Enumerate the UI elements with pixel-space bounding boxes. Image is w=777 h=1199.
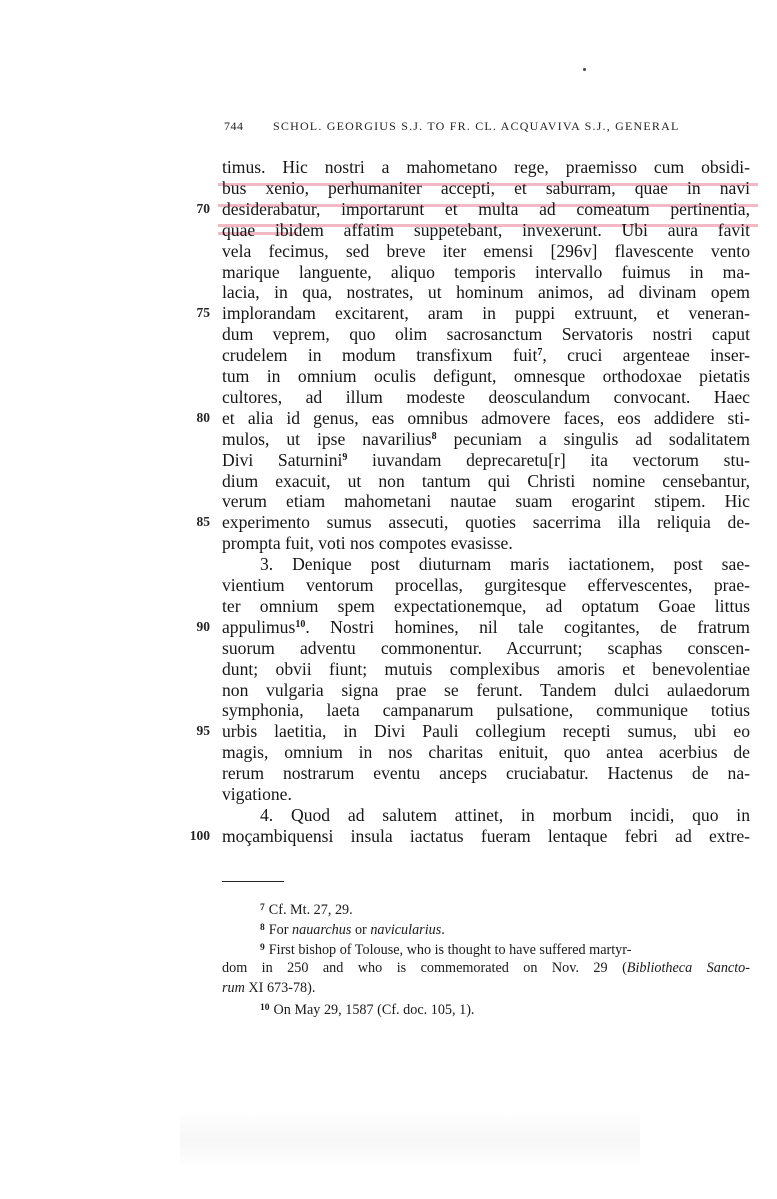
text-line: vientium ventorum procellas, gurgitesque effervescentes, prae- [222,575,750,595]
text-line: lacia, in qua, nostrates, ut hominum animos, ad divinam opem [222,282,750,302]
footnote-text: On May 29, 1587 (Cf. doc. 105, 1). [273,1002,475,1018]
text-line: 3. Denique post diuturnam maris iactationem, post sae- [260,554,750,574]
line-number: 85 [196,514,210,529]
text-line: rerum nostrarum eventu anceps cruciabatur. Hactenus de na- [222,763,750,783]
text-line: symphonia, laeta campanarum pulsatione, communique totius [222,700,750,720]
footnote-term: Bibliotheca Sancto- [626,960,750,976]
footnote-reference: 8 [431,431,437,442]
text-line: vela fecimus, sed breve iter emensi [296v] flavescente vento [222,241,750,261]
text-line: moçambiquensi insula iactatus fueram lentaque febri ad extre- [222,826,750,846]
footnote-text: For [268,922,293,938]
running-head-title: SCHOL. GEORGIUS S.J. TO FR. CL. ACQUAVIVA S.J., GENERAL [273,119,680,133]
footnote-term: nauarchus [292,922,352,938]
text-line: suorum adventu commonentur. Accurrunt; scaphas conscen- [222,638,750,658]
text-line: dum veprem, quo olim sacrosanctum Servatoris nostri caput [222,324,750,344]
footnote-10 [222,998,750,1020]
text-line [222,428,750,450]
footnote-text: or [351,922,371,938]
text-line [222,616,750,638]
line-number: 100 [189,828,210,843]
text-line: timus. Hic nostri a mahometano rege, praemisso cum obsidi- [222,157,750,177]
footnote-9 [222,938,750,960]
line-text: mulos, ut ipse navarilius [222,429,432,449]
line-number: 75 [196,305,210,320]
text-line: urbis laetitia, in Divi Pauli collegium recepti sumus, ubi eo [222,721,750,741]
text-line: verum etiam mahometani nautae suam erogarint stipem. Hic [222,491,750,511]
footnote-marker: 10 [260,1003,270,1013]
line-text: . Nostri homines, nil tale cogitantes, de fratrum [305,617,750,637]
text-line: dunt; obvii fiunt; mutuis complexibus amoris et benevolentiae [222,659,750,679]
footnote-text: XI 673-78). [244,980,316,996]
text-line [222,344,750,366]
footnote-marker: 7 [260,903,265,913]
line-text: , cruci argenteae inser- [542,345,750,365]
text-line: quae ibidem affatim suppetebant, invexerunt. Ubi aura favit [222,220,750,240]
text-line: marique languente, aliquo temporis intervallo fuimus in ma- [222,262,750,282]
line-number: 80 [196,410,210,425]
line-text: pecuniam a singulis ad sodalitatem [436,429,750,449]
footnote-8 [222,918,750,940]
text-line: desiderabatur, importarunt et multa ad comeatum pertinentia, [222,199,750,219]
text-line: bus xenio, perhumaniter accepti, et saburram, quae in navi [222,178,750,198]
text-line: 4. Quod ad salutem attinet, in morbum incidi, quo in [260,805,750,825]
footnote-text: Cf. Mt. 27, 29. [268,902,353,918]
line-number: 95 [196,723,210,738]
footnote-text: dom in 250 and who is commemorated on Nov. 29 ( [222,960,627,976]
footnote-rule [222,881,284,882]
footnote-text: First bishop of Tolouse, who is thought to have suffered martyr- [268,942,632,958]
footnote-reference: 9 [342,452,348,463]
text-line: dium exacuit, ut non tantum qui Christi nomine censebantur, [222,471,750,491]
line-number: 90 [196,619,210,634]
line-text: Divi Saturnini [222,450,343,470]
text-line [222,449,750,471]
text-line: cultores, ad illum modeste deosculandum convocant. Haec [222,387,750,407]
line-number: 70 [196,201,210,216]
footnote-reference: 10 [295,619,306,630]
text-line: tum in omnium oculis defigunt, omnesque orthodoxae pietatis [222,366,750,386]
text-line: prompta fuit, voti nos compotes evasisse. [222,533,513,553]
footnote-9-continued [222,978,750,998]
ink-speck [583,68,586,71]
text-line: non vulgaria signa prae se ferunt. Tandem dulci aulaedorum [222,680,750,700]
footnote-7 [222,898,750,920]
footnote-reference: 7 [537,347,543,358]
line-text: iuvandam deprecaretu[r] ita vectorum stu- [347,450,750,470]
text-line: vigatione. [222,784,292,804]
text-line: et alia id genus, eas omnibus admovere faces, eos addidere sti- [222,408,750,428]
scan-shadow [180,1110,640,1170]
footnote-text: . [441,922,445,938]
running-header [0,119,777,133]
footnote-marker: 9 [260,943,265,953]
text-line: magis, omnium in nos charitas enituit, quo antea acerbius de [222,742,750,762]
line-text: appulimus [222,617,296,637]
line-text: crudelem in modum transfixum fuit [222,345,538,365]
text-line: implorandam excitarent, aram in puppi extruunt, et veneran- [222,303,750,323]
text-line: experimento sumus assecuti, quoties sacerrima illa reliquia de- [222,512,750,532]
page-number: 744 [224,119,244,133]
footnote-9-continued [222,958,750,978]
text-line: ter omnium spem expectationemque, ad optatum Goae littus [222,596,750,616]
footnote-term: rum [222,980,245,996]
footnote-marker: 8 [260,923,265,933]
footnote-term: navicularius [370,922,442,938]
